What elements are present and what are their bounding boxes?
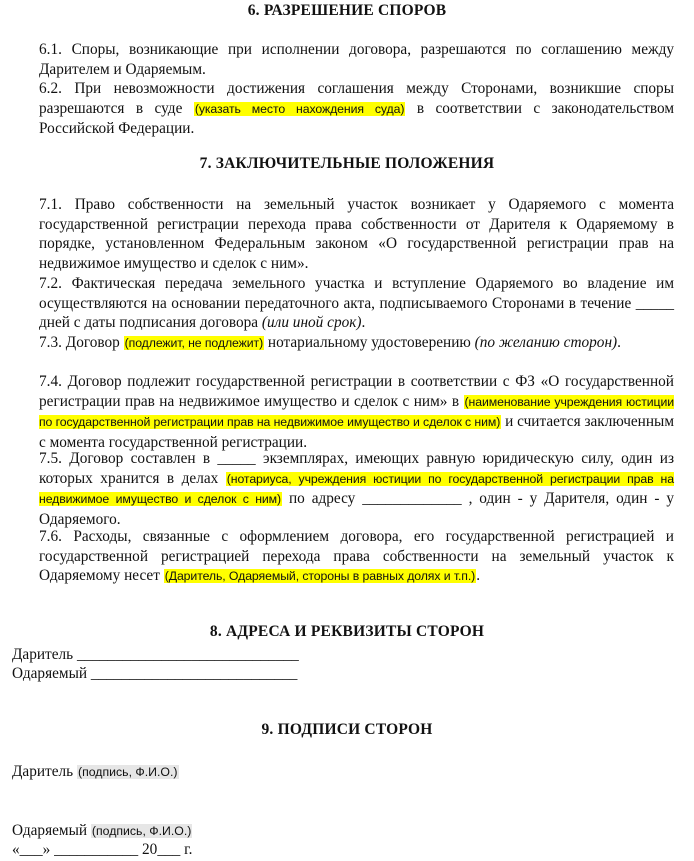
clause-7-6-text-a: 7.6. Расходы, связанные с оформлением договора, его государственной регистрацией и государственной регистрацией перехода права собственности на земельный участок к Одаряемому несет (39, 528, 674, 585)
signature-date-line: «___» ___________ 20___ г. (12, 841, 193, 858)
clause-7-4-text-b: и считается заключенным с момента государственной регистрации. (39, 413, 675, 451)
clause-7-5-text-b: по адресу _____________ , один - у Дарителя, один - у Одаряемого. (39, 490, 674, 528)
clause-6-1: 6.1. Споры, возникающие при исполнении договора, разрешаются по соглашению между Дарителем и Одаряемым. (39, 41, 674, 78)
clause-7-2-text-b: . (361, 314, 366, 332)
clause-7-3-text-c: . (617, 334, 621, 351)
donor-signature-line (12, 762, 179, 782)
clause-7-4 (12, 372, 674, 452)
clause-7-4-text-a: 7.4. Договор подлежит государственной регистрации в соответствии с ФЗ «О государственной регистрации прав на недвижимое имущество и сделок с ним» в (39, 373, 674, 410)
expense-payer-placeholder: (Даритель, Одаряемый, стороны в равных долях и т.п.) (164, 569, 476, 584)
donor-signature-label: Даритель (12, 763, 74, 780)
court-location-placeholder: (указать место нахождения суда) (194, 101, 405, 116)
clause-7-5 (12, 449, 674, 529)
clause-7-6-text-b: . (476, 567, 481, 585)
clause-7-3 (12, 333, 674, 354)
donor-address-line: Даритель _____________________________ (12, 646, 299, 663)
donor-signature-hint: (подпись, Ф.И.О.) (77, 765, 178, 779)
donee-signature-label: Одаряемый (12, 822, 88, 839)
donee-address-line: Одаряемый ___________________________ (12, 665, 298, 682)
section-6-title: 6. РАЗРЕШЕНИЕ СПОРОВ (247, 2, 447, 19)
section-9-title: 9. ПОДПИСИ СТОРОН (261, 721, 433, 738)
clause-7-2-italic: (или иной срок) (261, 314, 362, 332)
donee-signature-hint: (подпись, Ф.И.О.) (91, 824, 192, 838)
clause-6-2 (12, 79, 674, 139)
donee-signature-line (12, 821, 192, 841)
clause-6-2-text-b: в соответствии с законодательством Российской Федерации. (39, 99, 675, 138)
notary-placeholder: (подлежит, не подлежит) (124, 336, 264, 350)
custodian-placeholder: (нотариуса, учреждения юстиции по государственной регистрации прав на недвижимое имущество и сделок с ним) (39, 471, 674, 507)
section-8-title: 8. АДРЕСА И РЕКВИЗИТЫ СТОРОН (209, 623, 485, 640)
clause-7-3-text-a: 7.3. Договор (39, 334, 120, 351)
clause-6-2-text-a: 6.2. При невозможности достижения соглашения между Сторонами, возникшие споры разрешаются в суде (39, 80, 674, 117)
clause-7-2-text-a: 7.2. Фактическая передача земельного участка и вступление Одаряемого во владение им осуществляются на основании передаточного акта, подписываемого Сторонами в течение _____ дней с даты подписания договора (39, 275, 674, 332)
clause-7-2 (12, 274, 674, 333)
registration-authority-placeholder: (наименование учреждения юстиции по государственной регистрации прав на недвижимое имущество и сделок с ним) (39, 394, 674, 430)
clause-7-3-text-b: нотариальному удостоверению (267, 334, 471, 351)
clause-7-6 (12, 527, 674, 587)
clause-7-5-text-a: 7.5. Договор составлен в _____ экземплярах, имеющих равную юридическую силу, один из которых хранится в делах (39, 450, 674, 487)
clause-7-3-italic: (по желанию сторон) (474, 334, 618, 351)
clause-7-1: 7.1. Право собственности на земельный участок возникает у Одаряемого с момента государственной регистрации перехода права собственности от Дарителя к Одаряемому в порядке, установленном Федеральным законом «О государственной регистрации прав на недвижимое имущество и сделок с ним». (39, 196, 674, 272)
section-7-title: 7. ЗАКЛЮЧИТЕЛЬНЫЕ ПОЛОЖЕНИЯ (199, 155, 495, 172)
